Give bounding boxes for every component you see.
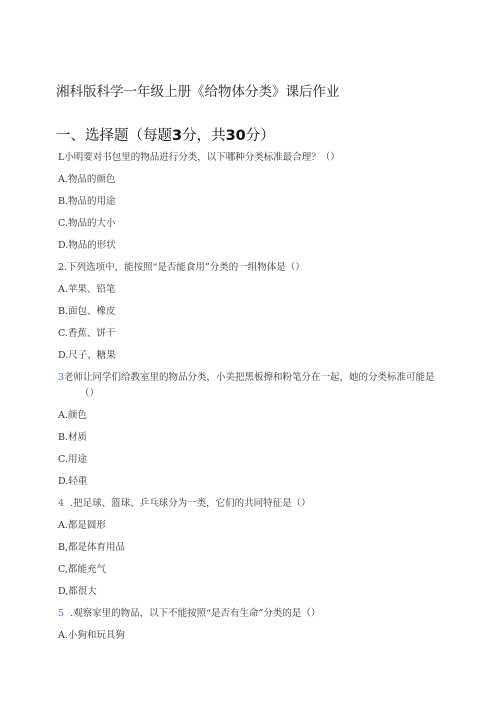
question-2-option-c: C.香蕉、饼干 <box>58 328 116 339</box>
question-1-option-c: C.物品的大小 <box>58 218 116 229</box>
question-3-option-a: A.颜色 <box>58 410 87 421</box>
question-5-number: 5 <box>58 608 65 619</box>
question-4-option-a: A.都是圆形 <box>58 520 106 531</box>
question-2-option-b: B.面包、橡皮 <box>58 306 116 317</box>
question-4-option-c: C,都能充气 <box>58 564 106 575</box>
question-4-number: 4 <box>58 498 65 509</box>
question-1-option-d: D.物品的形状 <box>58 240 116 251</box>
question-4-option-d: D,都很大 <box>58 586 97 597</box>
question-3-stem-continuation: （） <box>80 388 100 399</box>
question-5-stem: 5 .观察家里的物品，以下不能按照“是否有生命”分类的是（） <box>58 608 321 619</box>
question-2-option-d: D.尺子、糖果 <box>58 350 116 361</box>
question-2-option-a: A.苹果、铅笔 <box>58 284 116 295</box>
question-1-option-a: A.物品的颜色 <box>58 174 116 185</box>
question-1-option-b: B.物品的用途 <box>58 196 116 207</box>
question-3-option-d: D.轻重 <box>58 476 88 487</box>
question-5-option-a: A.小狗和玩具狗 <box>58 630 125 641</box>
question-3-stem: 3老师让同学们给教室里的物品分类，小美把黑板擦和粉笔分在一起，她的分类标准可能是 <box>58 372 435 383</box>
question-2-stem: 2.下列选项中，能按照“是否能食用”分类的一组物体是（） <box>58 262 305 273</box>
question-1-stem: L小明要对书包里的物品进行分类，以下哪种分类标准最合理？（） <box>58 152 340 163</box>
document-title: 湘科版科学一年级上册《给物体分类》课后作业 <box>56 84 340 100</box>
question-3-number: 3 <box>58 372 65 383</box>
question-3-option-b: B.材质 <box>58 432 88 443</box>
question-4-stem: 4 .把足球、篮球、乒乓球分为一类，它们的共同特征是（） <box>58 498 311 509</box>
section-heading: 一、选择题（每题3分，共30分） <box>56 128 275 144</box>
question-4-option-b: B,都是体育用品 <box>58 542 126 553</box>
question-3-option-c: C.用途 <box>58 454 87 465</box>
